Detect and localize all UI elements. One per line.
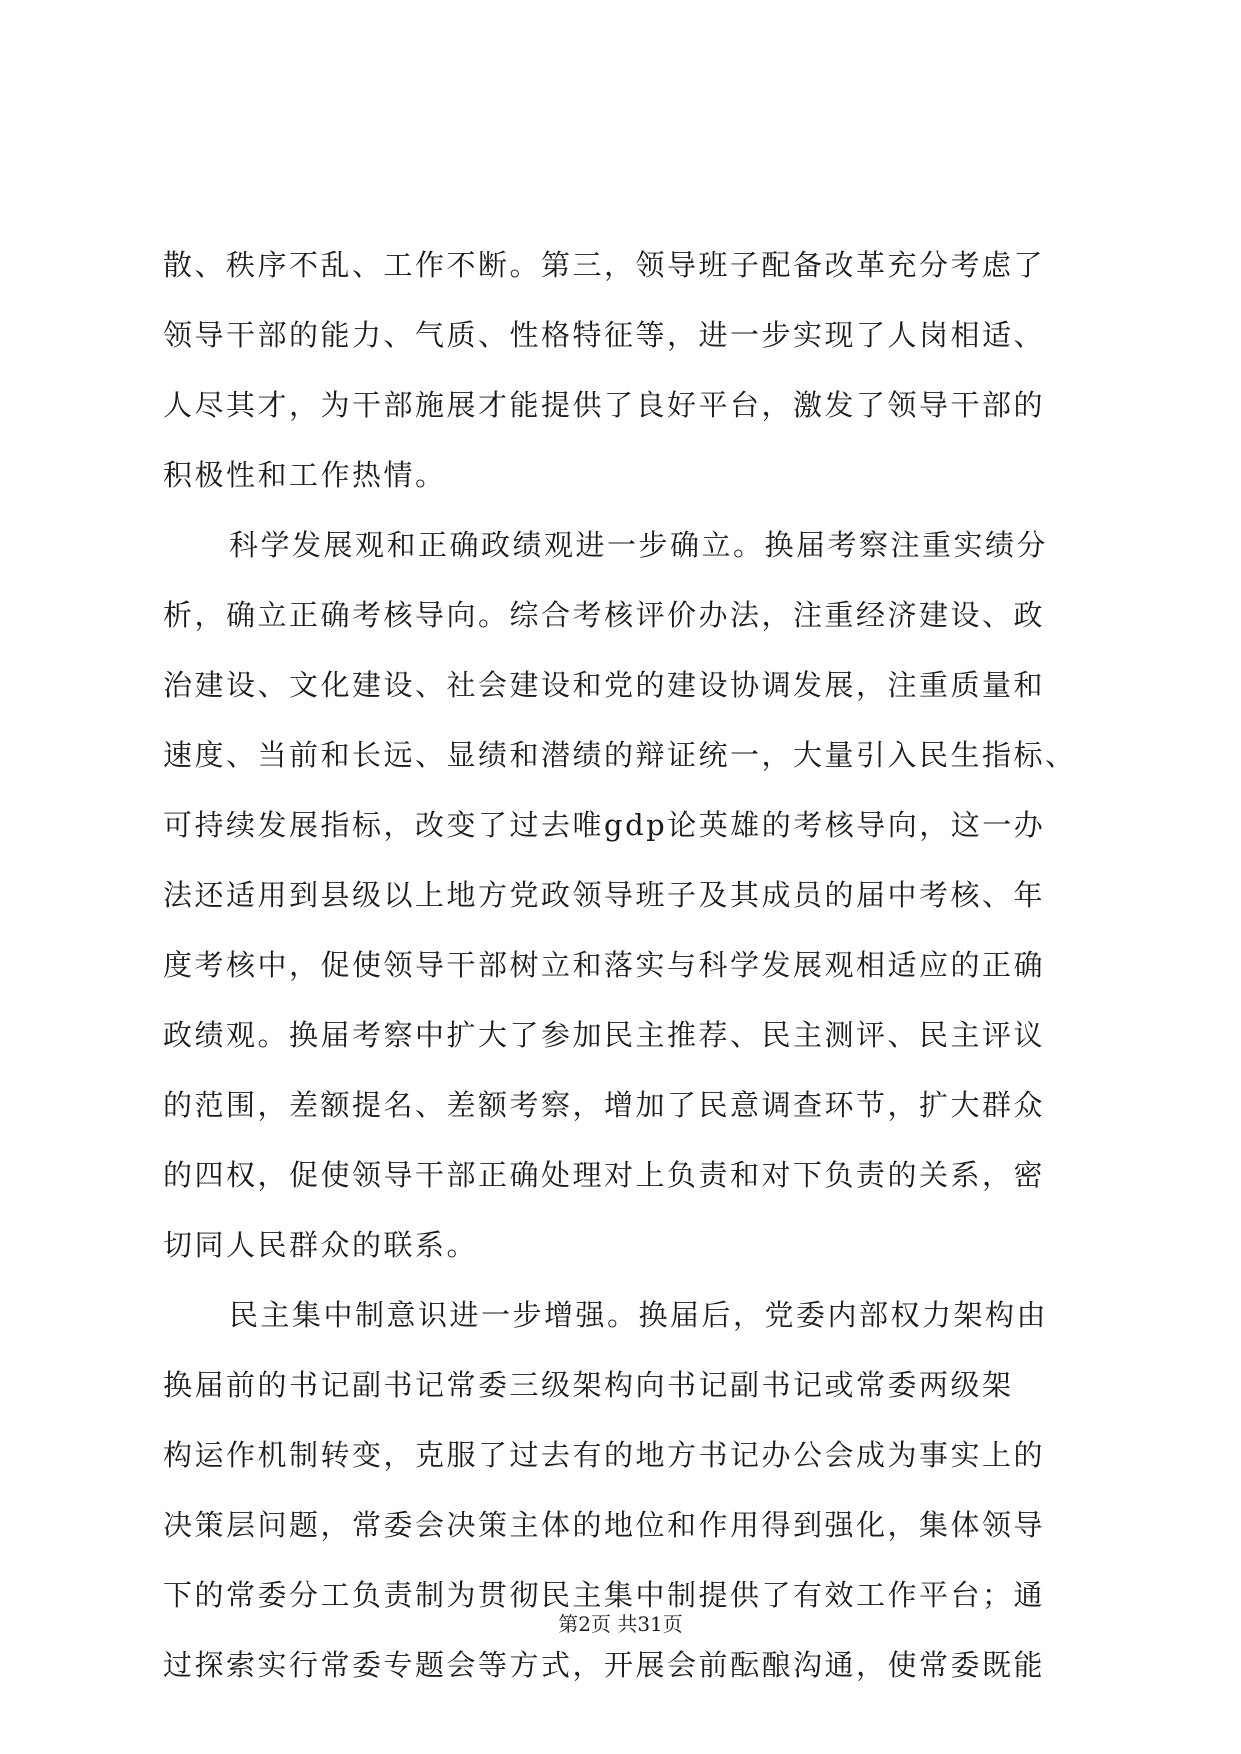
text-line: 人尽其才，为干部施展才能提供了良好平台，激发了领导干部的 bbox=[163, 388, 1046, 422]
text-line: 构运作机制转变，克服了过去有的地方书记办公会成为事实上的 bbox=[163, 1438, 1046, 1472]
document-body bbox=[163, 230, 1083, 1700]
text-line: 法还适用到县级以上地方党政领导班子及其成员的届中考核、年 bbox=[163, 878, 1046, 912]
page-number-footer: 第2页 共31页 bbox=[558, 1612, 683, 1636]
paragraph-first-line: 科学发展观和正确政绩观进一步确立。换届考察注重实绩分 bbox=[229, 528, 1049, 562]
text-line: 下的常委分工负责制为贯彻民主集中制提供了有效工作平台；通 bbox=[163, 1578, 1046, 1612]
text-line: 散、秩序不乱、工作不断。第三，领导班子配备改革充分考虑了 bbox=[163, 248, 1046, 282]
text-line: 积极性和工作热情。 bbox=[163, 458, 447, 492]
text-line: 度考核中，促使领导干部树立和落实与科学发展观相适应的正确 bbox=[163, 948, 1046, 982]
text-line: 的四权，促使领导干部正确处理对上负责和对下负责的关系，密 bbox=[163, 1158, 1046, 1192]
text-line: 速度、当前和长远、显绩和潜绩的辩证统一，大量引入民生指标、 bbox=[163, 738, 1077, 772]
text-line: 切同人民群众的联系。 bbox=[163, 1228, 479, 1262]
text-line: 决策层问题，常委会决策主体的地位和作用得到强化，集体领导 bbox=[163, 1508, 1046, 1542]
text-line: 政绩观。换届考察中扩大了参加民主推荐、民主测评、民主评议 bbox=[163, 1018, 1046, 1052]
text-line: 领导干部的能力、气质、性格特征等，进一步实现了人岗相适、 bbox=[163, 318, 1046, 352]
text-line: 过探索实行常委专题会等方式，开展会前酝酿沟通，使常委既能 bbox=[163, 1648, 1046, 1682]
text-line: 的范围，差额提名、差额考察，增加了民意调查环节，扩大群众 bbox=[163, 1088, 1046, 1122]
text-line: 析，确立正确考核导向。综合考核评价办法，注重经济建设、政 bbox=[163, 598, 1046, 632]
text-line: 可持续发展指标，改变了过去唯gdp论英雄的考核导向，这一办 bbox=[163, 808, 1046, 842]
paragraph-first-line: 民主集中制意识进一步增强。换届后，党委内部权力架构由 bbox=[229, 1298, 1049, 1332]
text-line: 换届前的书记副书记常委三级架构向书记副书记或常委两级架 bbox=[163, 1368, 1014, 1402]
text-line: 治建设、文化建设、社会建设和党的建设协调发展，注重质量和 bbox=[163, 668, 1046, 702]
